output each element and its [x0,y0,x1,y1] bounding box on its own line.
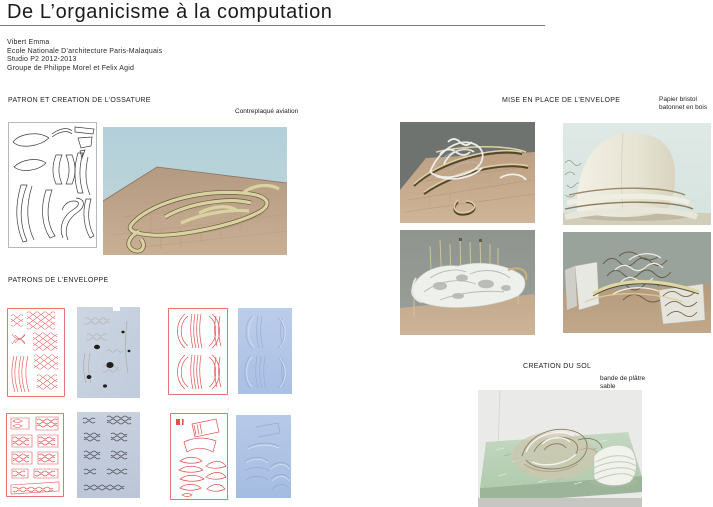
caption-platre-line1: bande de plâtre [600,375,646,382]
photo-bristol-dome [563,123,711,225]
credit-author: Vibert Emma [7,39,50,46]
photo-envelope-side [400,230,535,335]
photo-envelope-aerial [400,122,535,223]
section-label-creation-sol: CREATION DU SOL [523,363,592,370]
photo-envelope-complete [563,232,711,333]
caption-papier-bristol [659,96,707,111]
credit-studio: Studio P2 2012-2013 [7,56,77,64]
caption-contreplaque: Contreplaqué aviation [235,108,299,115]
credits-block [7,39,163,73]
page-title: De L’organicisme à la computation [7,1,333,23]
envelope-cut-sheet-photo-1 [77,307,140,398]
photo-creation-sol [478,390,642,507]
photo-ossature-model [103,127,287,255]
caption-papier-line2: batonnet en bois [659,103,708,111]
envelope-cut-sheet-photo-3 [238,308,292,394]
title-underline [0,25,545,26]
caption-platre-line2: sable [600,382,616,390]
credit-school: Ecole Nationale D’architecture Paris-Malaquais [7,47,163,55]
section-label-mise-en-place: MISE EN PLACE DE L’ENVELOPE [502,97,621,104]
envelope-pattern-drawing-3 [168,308,228,395]
section-label-ossature: PATRON ET CREATION DE L’OSSATURE [8,97,151,104]
envelope-cut-sheet-photo-2 [77,412,140,498]
credit-group: Groupe de Philippe Morel et Felix Agid [7,64,135,72]
caption-papier-line1: Papier bristol [659,96,697,103]
envelope-cut-sheet-photo-4 [236,415,291,498]
envelope-pattern-drawing-2 [6,413,64,497]
ossature-pattern-drawing [8,122,97,248]
caption-platre-sable [600,375,645,390]
envelope-pattern-drawing-4 [170,413,228,500]
section-label-patrons-enveloppe: PATRONS DE L’ENVELOPPE [8,277,109,284]
envelope-pattern-drawing-1 [7,308,65,397]
